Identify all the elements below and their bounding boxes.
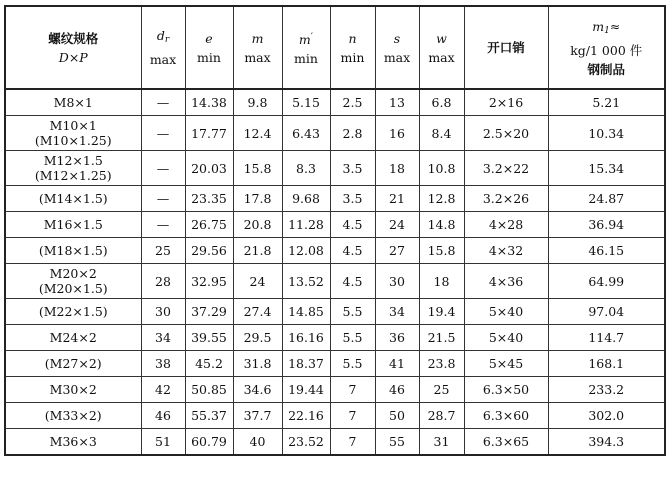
cell-s: 18 (375, 151, 419, 186)
cell-dr: — (141, 151, 185, 186)
thread-spec-line: M20×2 (49, 266, 97, 281)
cell-s: 27 (375, 238, 419, 264)
thread-spec-line: (M18×1.5) (38, 243, 108, 258)
cell-m: 15.8 (233, 151, 282, 186)
cell-dr: — (141, 186, 185, 212)
cell-m: 40 (233, 429, 282, 456)
cell-n: 2.8 (330, 116, 375, 151)
table-row (5, 116, 665, 151)
cell-dr: 34 (141, 325, 185, 351)
cell-dr: — (141, 89, 185, 116)
cell-m: 29.5 (233, 325, 282, 351)
cell-dr: 30 (141, 299, 185, 325)
thread-spec-line: M10×1 (49, 118, 97, 133)
cell-n: 5.5 (330, 325, 375, 351)
cell-thread-spec (5, 89, 141, 116)
cell-pin: 4×32 (464, 238, 548, 264)
cell-mass: 46.15 (548, 238, 665, 264)
cell-m: 31.8 (233, 351, 282, 377)
table-row (5, 403, 665, 429)
table-row (5, 151, 665, 186)
header-m-symbol: m (251, 30, 264, 46)
cell-w: 12.8 (419, 186, 464, 212)
cell-mp: 23.52 (282, 429, 330, 456)
header-thread-label: 螺纹规格 (48, 30, 99, 46)
nut-dimension-table-container (4, 5, 664, 469)
cell-e: 14.38 (185, 89, 233, 116)
table-row (5, 325, 665, 351)
cell-n: 4.5 (330, 264, 375, 299)
header-mass-approx: ≈ (609, 18, 621, 34)
cell-mass: 10.34 (548, 116, 665, 151)
table-body (5, 89, 665, 455)
thread-spec-line: (M20×1.5) (38, 281, 108, 296)
thread-spec-line: (M10×1.25) (34, 133, 112, 148)
cell-thread-spec (5, 403, 141, 429)
cell-s: 21 (375, 186, 419, 212)
cell-s: 13 (375, 89, 419, 116)
cell-w: 28.7 (419, 403, 464, 429)
header-w-symbol: w (436, 30, 447, 46)
cell-n: 7 (330, 403, 375, 429)
header-e-limit: min (197, 49, 221, 65)
cell-m: 37.7 (233, 403, 282, 429)
header-n-symbol: n (348, 30, 357, 46)
cell-e: 29.56 (185, 238, 233, 264)
cell-mp: 11.28 (282, 212, 330, 238)
cell-n: 5.5 (330, 299, 375, 325)
cell-dr: 46 (141, 403, 185, 429)
table-row (5, 238, 665, 264)
cell-pin: 6.3×60 (464, 403, 548, 429)
cell-thread-spec (5, 351, 141, 377)
nut-dimension-table (4, 5, 666, 456)
cell-w: 21.5 (419, 325, 464, 351)
cell-w: 15.8 (419, 238, 464, 264)
table-row (5, 89, 665, 116)
cell-mass: 97.04 (548, 299, 665, 325)
cell-thread-spec (5, 212, 141, 238)
cell-n: 5.5 (330, 351, 375, 377)
cell-m: 24 (233, 264, 282, 299)
cell-m: 21.8 (233, 238, 282, 264)
header-dr-subscript: r (164, 35, 170, 45)
cell-m: 12.4 (233, 116, 282, 151)
cell-mass: 168.1 (548, 351, 665, 377)
cell-mp: 14.85 (282, 299, 330, 325)
header-s (375, 6, 419, 89)
thread-spec-line: M12×1.5 (43, 153, 103, 168)
header-s-limit: max (383, 49, 411, 65)
header-n (330, 6, 375, 89)
header-e (185, 6, 233, 89)
cell-thread-spec (5, 238, 141, 264)
cell-mass: 64.99 (548, 264, 665, 299)
cell-e: 60.79 (185, 429, 233, 456)
cell-n: 3.5 (330, 186, 375, 212)
cell-mp: 13.52 (282, 264, 330, 299)
cell-mp: 9.68 (282, 186, 330, 212)
header-mp-symbol: m (298, 31, 311, 47)
header-mass-material: 钢制品 (587, 61, 625, 77)
cell-w: 10.8 (419, 151, 464, 186)
header-mass (548, 6, 665, 89)
header-s-symbol: s (393, 30, 401, 46)
table-row (5, 212, 665, 238)
cell-thread-spec (5, 325, 141, 351)
cell-e: 39.55 (185, 325, 233, 351)
cell-w: 6.8 (419, 89, 464, 116)
header-dr (141, 6, 185, 89)
cell-pin: 2.5×20 (464, 116, 548, 151)
header-mp-prime: ′ (310, 31, 314, 43)
cell-m: 34.6 (233, 377, 282, 403)
cell-w: 25 (419, 377, 464, 403)
cell-mass: 394.3 (548, 429, 665, 456)
cell-n: 7 (330, 377, 375, 403)
thread-spec-line: M30×2 (49, 382, 97, 397)
thread-spec-line: (M12×1.25) (34, 168, 112, 183)
thread-spec-line: M24×2 (49, 330, 97, 345)
thread-spec-line: M8×1 (53, 95, 93, 110)
header-cotter-pin (464, 6, 548, 89)
cell-thread-spec (5, 377, 141, 403)
cell-n: 4.5 (330, 212, 375, 238)
cell-w: 14.8 (419, 212, 464, 238)
cell-e: 37.29 (185, 299, 233, 325)
cell-dr: 42 (141, 377, 185, 403)
cell-w: 31 (419, 429, 464, 456)
cell-s: 41 (375, 351, 419, 377)
header-n-limit: min (340, 49, 365, 65)
cell-pin: 5×45 (464, 351, 548, 377)
table-row (5, 351, 665, 377)
table-row (5, 377, 665, 403)
cell-thread-spec (5, 186, 141, 212)
cell-pin: 3.2×22 (464, 151, 548, 186)
cell-pin: 5×40 (464, 325, 548, 351)
cell-mp: 5.15 (282, 89, 330, 116)
cell-dr: 38 (141, 351, 185, 377)
cell-mp: 6.43 (282, 116, 330, 151)
cell-pin: 6.3×50 (464, 377, 548, 403)
header-dr-symbol: d (156, 28, 165, 43)
cell-w: 19.4 (419, 299, 464, 325)
cell-e: 26.75 (185, 212, 233, 238)
header-dr-limit: max (149, 52, 177, 67)
cell-e: 23.35 (185, 186, 233, 212)
cell-pin: 2×16 (464, 89, 548, 116)
cell-e: 17.77 (185, 116, 233, 151)
cell-n: 2.5 (330, 89, 375, 116)
header-thread-spec (5, 6, 141, 89)
cell-mass: 114.7 (548, 325, 665, 351)
header-mass-symbol: m (592, 18, 605, 34)
table-row (5, 264, 665, 299)
cell-m: 17.8 (233, 186, 282, 212)
cell-m: 27.4 (233, 299, 282, 325)
cell-e: 20.03 (185, 151, 233, 186)
thread-spec-line: (M27×2) (44, 356, 102, 371)
cell-w: 23.8 (419, 351, 464, 377)
header-e-symbol: e (205, 30, 213, 46)
cell-e: 50.85 (185, 377, 233, 403)
cell-w: 8.4 (419, 116, 464, 151)
header-thread-dp: D×P (58, 49, 88, 65)
cell-mass: 15.34 (548, 151, 665, 186)
cell-w: 18 (419, 264, 464, 299)
cell-s: 24 (375, 212, 419, 238)
cell-s: 50 (375, 403, 419, 429)
thread-spec-line: (M33×2) (44, 408, 102, 423)
header-w-limit: max (428, 49, 455, 65)
cell-n: 7 (330, 429, 375, 456)
table-row (5, 299, 665, 325)
thread-spec-line: M16×1.5 (43, 217, 103, 232)
cell-s: 30 (375, 264, 419, 299)
cell-e: 32.95 (185, 264, 233, 299)
thread-spec-line: (M14×1.5) (38, 191, 108, 206)
cell-mp: 22.16 (282, 403, 330, 429)
table-row (5, 429, 665, 456)
cell-n: 3.5 (330, 151, 375, 186)
header-pin-label: 开口销 (487, 40, 525, 55)
header-mass-subscript: 1 (604, 25, 610, 36)
cell-mp: 19.44 (282, 377, 330, 403)
cell-thread-spec (5, 429, 141, 456)
cell-mass: 24.87 (548, 186, 665, 212)
cell-dr: 25 (141, 238, 185, 264)
cell-pin: 5×40 (464, 299, 548, 325)
header-row (5, 6, 665, 89)
cell-s: 36 (375, 325, 419, 351)
cell-s: 34 (375, 299, 419, 325)
cell-thread-spec (5, 299, 141, 325)
cell-dr: 28 (141, 264, 185, 299)
cell-s: 16 (375, 116, 419, 151)
cell-e: 55.37 (185, 403, 233, 429)
cell-thread-spec (5, 116, 141, 151)
cell-pin: 4×28 (464, 212, 548, 238)
thread-spec-line: M36×3 (49, 434, 97, 449)
header-m-prime (282, 6, 330, 89)
table-row (5, 186, 665, 212)
cell-dr: — (141, 116, 185, 151)
cell-s: 46 (375, 377, 419, 403)
cell-s: 55 (375, 429, 419, 456)
cell-mp: 12.08 (282, 238, 330, 264)
cell-mass: 233.2 (548, 377, 665, 403)
cell-mass: 5.21 (548, 89, 665, 116)
cell-n: 4.5 (330, 238, 375, 264)
cell-mass: 302.0 (548, 403, 665, 429)
thread-spec-line: (M22×1.5) (38, 304, 108, 319)
header-w (419, 6, 464, 89)
cell-m: 20.8 (233, 212, 282, 238)
cell-thread-spec (5, 264, 141, 299)
cell-dr: — (141, 212, 185, 238)
cell-pin: 4×36 (464, 264, 548, 299)
cell-pin: 6.3×65 (464, 429, 548, 456)
cell-thread-spec (5, 151, 141, 186)
cell-dr: 51 (141, 429, 185, 456)
cell-mp: 8.3 (282, 151, 330, 186)
cell-mp: 16.16 (282, 325, 330, 351)
cell-m: 9.8 (233, 89, 282, 116)
cell-mp: 18.37 (282, 351, 330, 377)
cell-mass: 36.94 (548, 212, 665, 238)
header-m-limit: max (244, 49, 271, 65)
cell-pin: 3.2×26 (464, 186, 548, 212)
header-mass-unit: kg/1 000 件 (570, 42, 643, 58)
cell-e: 45.2 (185, 351, 233, 377)
header-mp-limit: min (294, 50, 318, 66)
header-m (233, 6, 282, 89)
